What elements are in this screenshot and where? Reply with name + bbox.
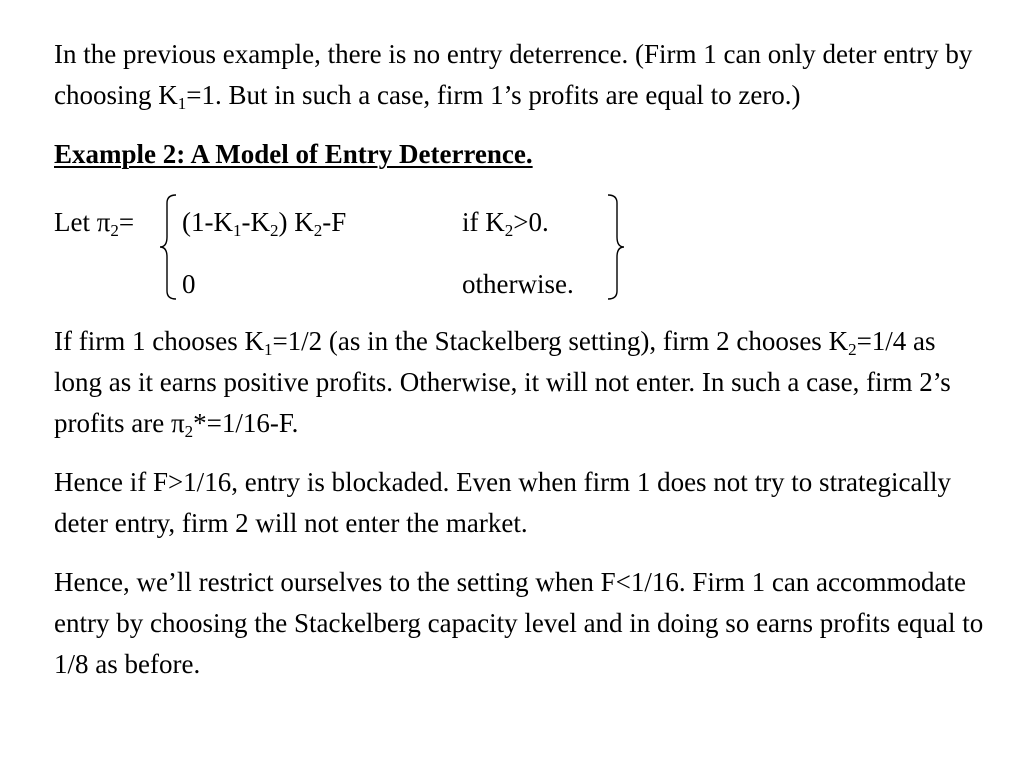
- expr-part: ) K: [278, 207, 314, 237]
- cond-part: >0.: [513, 207, 549, 237]
- text-subscript: 2: [848, 340, 857, 359]
- profit-lhs-subscript: 2: [110, 221, 119, 240]
- blockaded-paragraph: Hence if F>1/16, entry is blockaded. Even when firm 1 does not try to strategically deter entry, firm 2 will not enter the market.: [54, 467, 951, 538]
- intro-text-1: In the previous example, there is no entry deterrence. (Firm 1 can only deter entry by choosing K: [54, 39, 973, 110]
- expr-subscript: 2: [269, 221, 279, 240]
- example-heading: Example 2: A Model of Entry Deterrence.: [54, 139, 533, 169]
- case-2-condition: otherwise.: [462, 269, 574, 299]
- expr-part: -K: [241, 207, 270, 237]
- case-2-expression: 0: [182, 269, 196, 299]
- expr-subscript: 2: [313, 221, 323, 240]
- case-1-condition: [462, 202, 549, 243]
- profit-function: [54, 193, 984, 303]
- expr-part: -F: [322, 207, 347, 237]
- expr-subscript: 1: [232, 221, 242, 240]
- profit-lhs-equals: =: [118, 207, 135, 237]
- text-part: =1/4 as long as it earns positive profits. Otherwise, it will not enter. In such a case, firm 2’s profits are π: [54, 326, 951, 438]
- text-subscript: 1: [263, 340, 273, 359]
- text-part: If firm 1 chooses K: [54, 326, 264, 356]
- slide-content: [54, 34, 984, 685]
- cond-part: if K: [462, 207, 505, 237]
- profit-lhs-text: Let π: [54, 207, 111, 237]
- intro-paragraph: [54, 34, 984, 116]
- text-part: =1/2 (as in the Stackelberg setting), firm 2 chooses K: [272, 326, 849, 356]
- right-brace: [604, 193, 626, 301]
- intro-subscript: 1: [177, 94, 187, 113]
- expr-part: (1-K: [182, 207, 233, 237]
- intro-text-2: =1. But in such a case, firm 1’s profits are equal to zero.): [186, 80, 801, 110]
- left-brace: [158, 193, 180, 301]
- stackelberg-paragraph: [54, 321, 984, 444]
- cond-subscript: 2: [504, 221, 514, 240]
- text-part: *=1/16-F.: [193, 408, 299, 438]
- text-subscript: 2: [184, 422, 194, 441]
- profit-lhs: [54, 202, 134, 243]
- restriction-paragraph: Hence, we’ll restrict ourselves to the setting when F<1/16. Firm 1 can accommodate entry by choosing the Stackelberg capacity level and in doing so earns profits equal to 1/8 as before.: [54, 567, 984, 679]
- case-1-expression: [182, 202, 346, 243]
